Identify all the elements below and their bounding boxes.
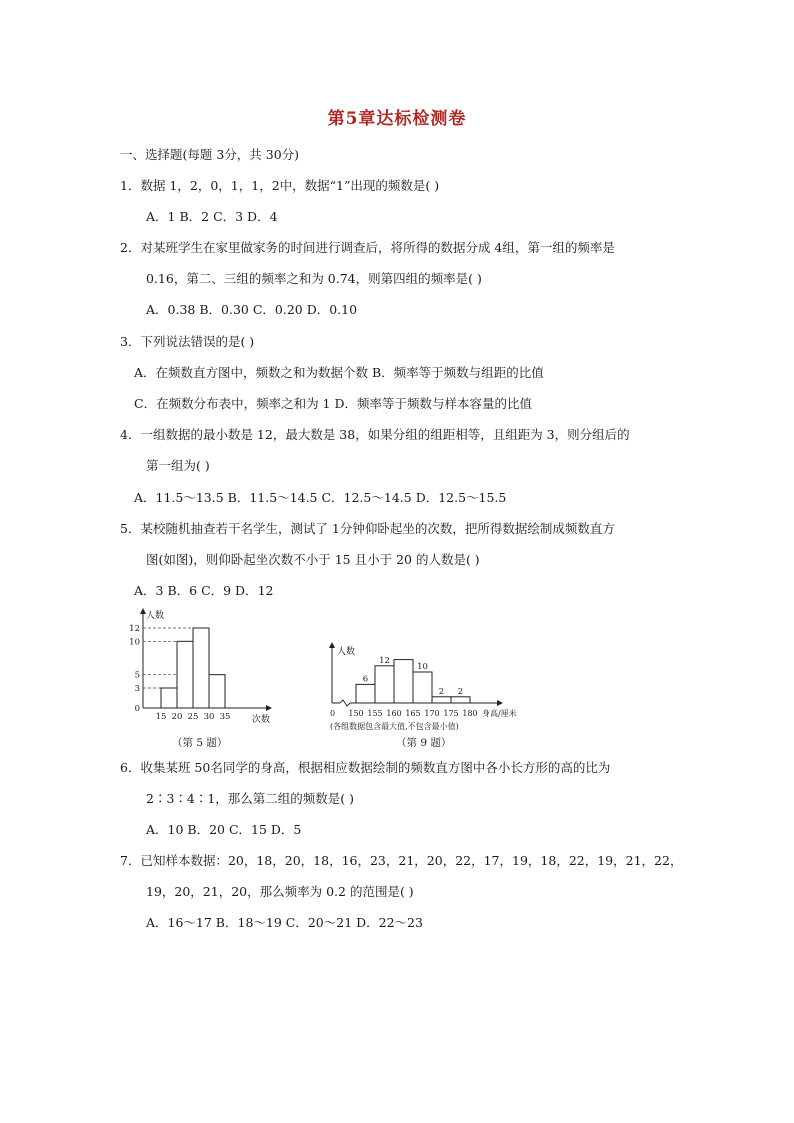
question-6-options: A．10 B．20 C．15 D．5	[146, 822, 302, 837]
section-heading: 一、选择题(每题 3分，共 30分)	[120, 147, 300, 162]
question-6-stem: 6．收集某班 50名同学的身高，根据相应数据绘制的频数直方图中各小长方形的高的比为	[120, 760, 611, 775]
y-axis-arrow	[329, 642, 335, 648]
histogram-bar	[193, 628, 209, 708]
y-axis-label: 人数	[337, 647, 356, 657]
y-tick-label: 0	[134, 704, 140, 714]
y-axis-label: 人数	[146, 611, 165, 621]
question-5-stem: 5．某校随机抽查若干名学生，测试了 1分钟仰卧起坐的次数，把所得数据绘制成频数直方	[120, 521, 615, 536]
x-axis-label: 次数	[252, 715, 271, 725]
x-tick-label: 15	[155, 712, 167, 722]
x-tick-label: 165	[405, 709, 421, 718]
chart-9-caption: （第 9 题）	[396, 737, 452, 749]
histogram-bar	[394, 660, 413, 703]
question-3-options-row2: C．在频数分布表中，频率之和为 1 D．频率等于频数与样本容量的比值	[134, 396, 532, 411]
x-axis-arrow	[266, 705, 272, 711]
bar-data-label: 2	[457, 686, 464, 697]
x-tick-label: 20	[171, 712, 183, 722]
question-7-stem-cont: 19，20，21，20，那么频率为 0.2 的范围是( )	[146, 884, 414, 899]
question-6-stem-cont: 2∶3∶4∶1，那么第二组的频数是( )	[146, 791, 355, 806]
y-tick-label: 3	[134, 684, 140, 694]
question-4-stem-cont: 第一组为( )	[146, 458, 210, 473]
y-tick-label: 5	[134, 670, 140, 681]
question-4-stem: 4．一组数据的最小数是 12，最大数是 38，如果分组的组距相等，且组距为 3，则分组后的	[120, 427, 630, 442]
x-axis-arrow	[497, 700, 503, 706]
question-4-options: A．11.5～13.5 B．11.5～14.5 C．12.5～14.5 D．12.5～15.5	[134, 490, 507, 505]
question-2-stem: 2．对某班学生在家里做家务的时间进行调查后，将所得的数据分成 4组，第一组的频率是	[120, 240, 615, 255]
y-tick-label: 12	[129, 624, 140, 634]
x-tick-label: 150	[348, 709, 364, 718]
chart-question-5	[118, 606, 278, 726]
question-2-stem-cont: 0.16，第二、三组的频率之和为 0.74，则第四组的频率是( )	[146, 271, 482, 286]
x-tick-label: 160	[386, 709, 402, 718]
x-origin-label: 0	[330, 709, 336, 718]
question-7-stem: 7．已知样本数据：20，18，20，18，16，23，21，20，22，17，19，18，22，19，21，22，	[120, 853, 683, 868]
x-tick-label: 25	[187, 712, 199, 722]
bar-data-label: 12	[379, 655, 390, 666]
histogram-bar	[161, 688, 177, 708]
bar-data-label: 6	[362, 674, 369, 685]
histogram-bar	[209, 675, 225, 708]
question-2-options: A．0.38 B．0.30 C．0.20 D．0.10	[146, 302, 358, 317]
histogram-bar	[356, 684, 375, 703]
question-7-options: A．16～17 B．18～19 C．20～21 D．22～23	[146, 915, 423, 930]
x-tick-label: 155	[367, 709, 383, 718]
question-5-stem-cont: 图(如图)，则仰卧起坐次数不小于 15 且小于 20 的人数是( )	[146, 552, 480, 567]
question-1-stem: 1．数据 1，2，0，1，1，2中，数据“1”出现的频数是( )	[120, 178, 440, 193]
question-5-options: A．3 B．6 C．9 D．12	[134, 583, 274, 598]
y-tick-label: 10	[129, 637, 140, 648]
axis-break	[340, 700, 350, 706]
x-tick-label: 180	[462, 709, 478, 718]
x-tick-label: 30	[203, 712, 215, 722]
chart-5-caption: （第 5 题）	[172, 737, 228, 749]
question-3-options-row1: A．在频数直方图中，频数之和为数据个数 B．频率等于频数与组距的比值	[134, 365, 544, 380]
bar-data-label: 2	[438, 686, 445, 697]
histogram-bar	[413, 672, 432, 703]
x-tick-label: 35	[219, 712, 231, 722]
chart-note: (各组数据包含最大值,不包含最小值)	[330, 722, 459, 731]
x-tick-label: 170	[424, 709, 440, 718]
histogram-bar	[432, 697, 451, 703]
histogram-bar	[375, 666, 394, 703]
x-axis-label: 身高/厘米	[482, 709, 517, 718]
question-1-options: A．1 B．2 C．3 D．4	[146, 209, 278, 224]
histogram-bar	[451, 697, 470, 703]
bar-data-label: 10	[417, 662, 428, 672]
chart-question-9	[320, 640, 570, 734]
page-title: 第5章达标检测卷	[327, 109, 467, 129]
question-3-stem: 3．下列说法错误的是( )	[120, 334, 255, 349]
histogram-bar	[177, 641, 193, 708]
x-tick-label: 175	[443, 709, 459, 718]
